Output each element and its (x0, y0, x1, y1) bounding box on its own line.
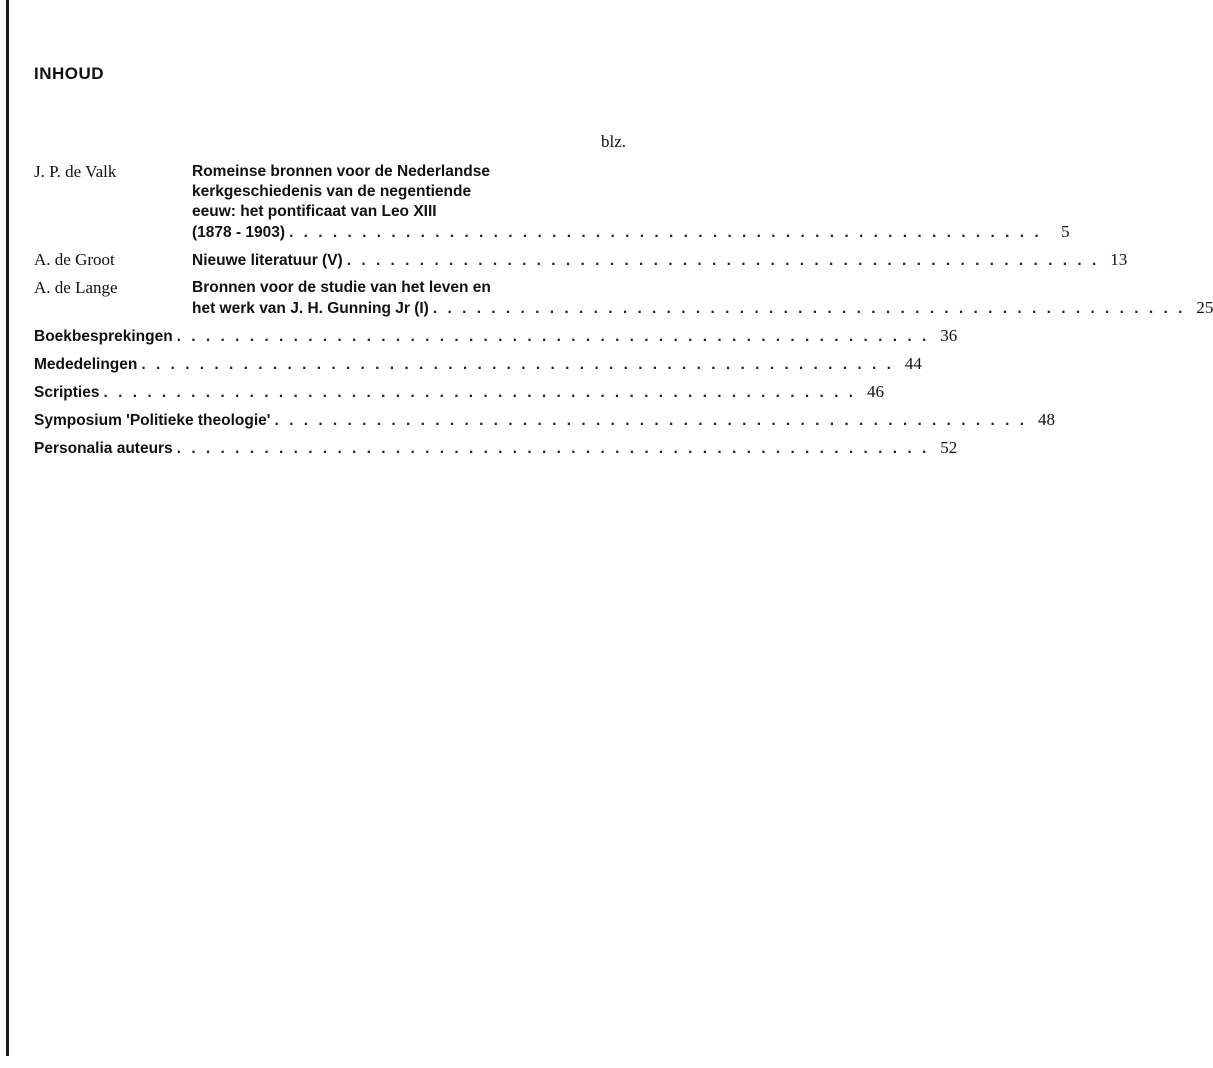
dot-leader: . . . . . . . . . . . . . . . . . . . . . . . . . . . . . . . . . . . . . . . . . . . . . . . . . . . . (289, 224, 1042, 241)
toc-title-line: kerkgeschiedenis van de negentiende (192, 183, 472, 200)
toc-entry-de-lange (34, 278, 1213, 318)
toc-title-line: Nieuwe literatuur (V) (192, 252, 343, 269)
toc-entry-boekbesprekingen (34, 326, 958, 346)
dot-leader: . . . . . . . . . . . . . . . . . . . . . . . . . . . . . . . . . . . . . . . . . . . . . . . . . . . . (432, 300, 1186, 317)
toc-title: Personalia auteurs (34, 440, 173, 457)
toc-title-line: (1878 - 1903) (192, 224, 286, 241)
toc-entry-mededelingen (34, 354, 922, 374)
page-edge-rule (6, 0, 9, 1056)
toc-title-line: het werk van J. H. Gunning Jr (I) (192, 300, 429, 317)
toc-page-number: 36 (940, 326, 958, 345)
toc-entry-personalia (34, 438, 958, 458)
toc-page-number: 52 (940, 438, 958, 457)
toc-author: J. P. de Valk (34, 162, 117, 181)
toc-title: Scripties (34, 384, 100, 401)
toc-page-number: 5 (1061, 222, 1070, 241)
toc-page-number: 44 (904, 354, 922, 373)
toc-page-number: 13 (1110, 250, 1128, 269)
table-of-contents (34, 162, 1213, 458)
dot-leader: . . . . . . . . . . . . . . . . . . . . . . . . . . . . . . . . . . . . . . . . . . . . . . . . . . . . (176, 328, 930, 345)
dot-leader: . . . . . . . . . . . . . . . . . . . . . . . . . . . . . . . . . . . . . . . . . . . . . . . . . . . . (346, 252, 1100, 269)
toc-title: Mededelingen (34, 356, 138, 373)
toc-author: A. de Groot (34, 250, 115, 269)
dot-leader: . . . . . . . . . . . . . . . . . . . . . . . . . . . . . . . . . . . . . . . . . . . . . . . . . . . . (274, 412, 1028, 429)
page-title: INHOUD (34, 64, 105, 83)
toc-title-line: Romeinse bronnen voor de Nederlandse (192, 163, 491, 180)
toc-entry-de-valk (34, 162, 1070, 242)
toc-page-number: 25 (1196, 298, 1213, 317)
toc-page-number: 46 (867, 382, 885, 401)
toc-page-number: 48 (1038, 410, 1056, 429)
dot-leader: . . . . . . . . . . . . . . . . . . . . . . . . . . . . . . . . . . . . . . . . . . . . . . . . . . . . (141, 356, 894, 373)
toc-entry-scripties (34, 382, 885, 402)
toc-title: Symposium 'Politieke theologie' (34, 412, 271, 429)
toc-author: A. de Lange (34, 278, 118, 297)
dot-leader: . . . . . . . . . . . . . . . . . . . . . . . . . . . . . . . . . . . . . . . . . . . . . . . . . . . . (103, 384, 857, 401)
toc-title-line: eeuw: het pontificaat van Leo XIII (192, 203, 437, 220)
dot-leader: . . . . . . . . . . . . . . . . . . . . . . . . . . . . . . . . . . . . . . . . . . . . . . . . . . . . (176, 440, 930, 457)
toc-title-line: Bronnen voor de studie van het leven en (192, 279, 491, 296)
toc-title: Boekbesprekingen (34, 328, 173, 345)
page-column-label: blz. (600, 132, 626, 151)
toc-entry-de-groot (34, 250, 1128, 270)
toc-entry-symposium (34, 410, 1056, 430)
